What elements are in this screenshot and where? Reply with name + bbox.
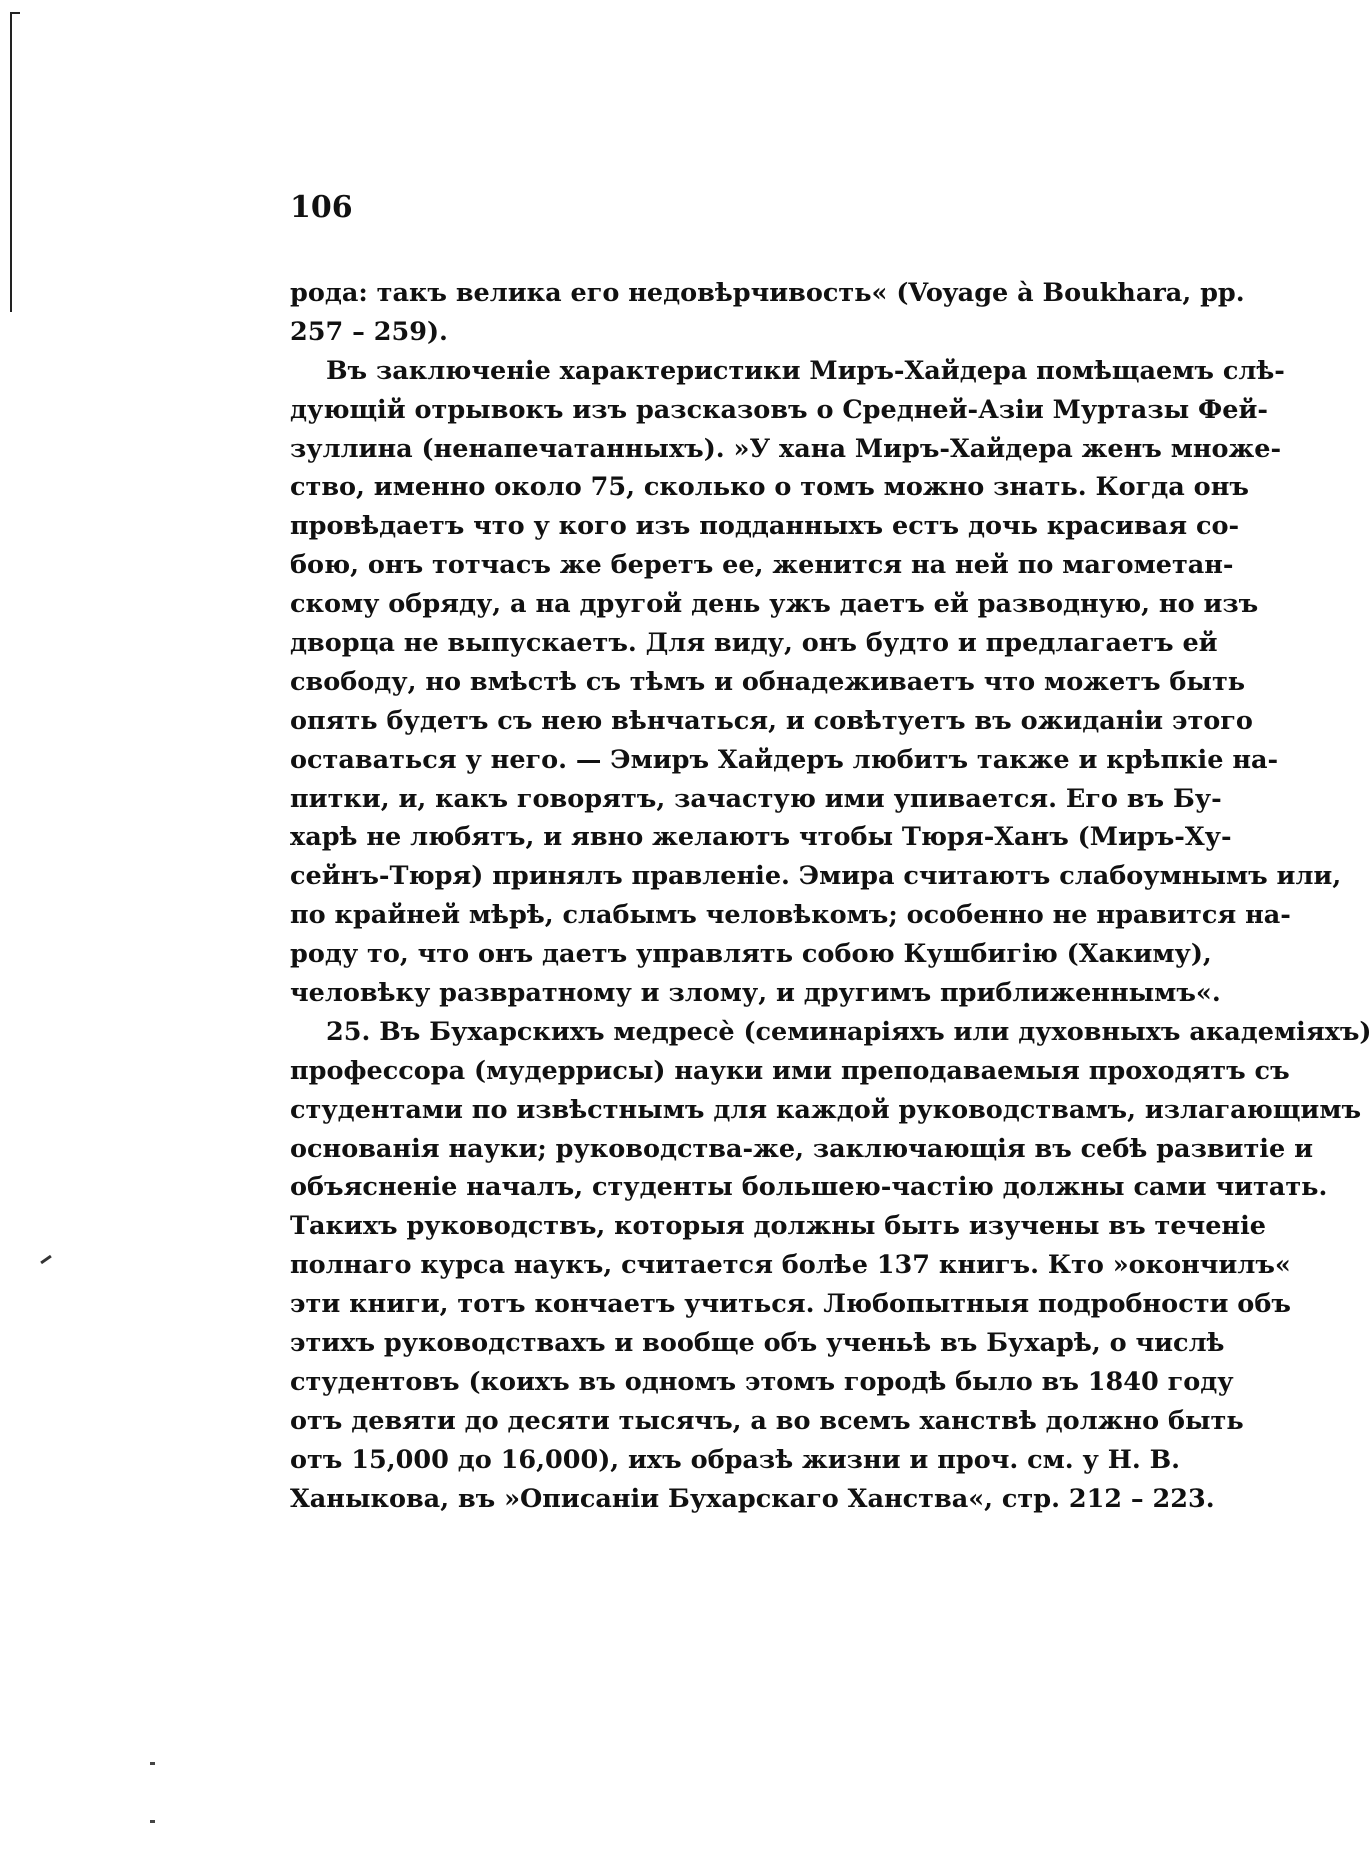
page-edge-corner	[10, 12, 20, 14]
text-line: питки, и, какъ говорятъ, зачастую ими упивается. Его въ Бу-	[290, 783, 1222, 814]
text-line: Въ заключеніе характеристики Миръ-Хайдера помѣщаемъ слѣ-	[326, 355, 1285, 386]
text-line: провѣдаетъ что у кого изъ подданныхъ естъ дочь красивая со-	[290, 511, 1240, 542]
page-edge-line	[10, 12, 12, 312]
text-line: студентовъ (коихъ въ одномъ этомъ городѣ было въ 1840 году	[290, 1366, 1234, 1397]
text-line: по крайней мѣрѣ, слабымъ человѣкомъ; особенно не нравится на-	[290, 900, 1291, 931]
body-text	[290, 274, 1372, 1519]
text-line: 25. Въ Бухарскихъ медресѐ (семинаріяхъ или духовныхъ академіяхъ)	[326, 1016, 1372, 1047]
text-line: харѣ не любятъ, и явно желаютъ чтобы Тюря-Ханъ (Миръ-Ху-	[290, 822, 1232, 853]
page-number: 106	[290, 190, 353, 225]
text-line: студентами по извѣстнымъ для каждой руководствамъ, излагающимъ	[290, 1094, 1362, 1125]
text-line: профессора (мудеррисы) науки ими преподаваемыя проходятъ съ	[290, 1055, 1290, 1086]
text-line: ство, именно около 75, сколько о томъ можно знать. Когда онъ	[290, 472, 1249, 503]
text-line: человѣку развратному и злому, и другимъ приближеннымъ«.	[290, 978, 1221, 1009]
text-line: эти книги, тотъ кончаетъ учиться. Любопытныя подробности объ	[290, 1289, 1291, 1320]
text-line: этихъ руководствахъ и вообще объ ученьѣ въ Бухарѣ, о числѣ	[290, 1328, 1225, 1359]
text-line: роду то, что онъ даетъ управлять собою Кушбигію (Хакиму),	[290, 939, 1212, 970]
text-line: полнаго курса наукъ, считается болѣе 137 книгъ. Кто »окончилъ«	[290, 1250, 1291, 1281]
text-line: оставаться у него. — Эмиръ Хайдеръ любитъ также и крѣпкіе на-	[290, 744, 1279, 775]
text-line: сейнъ-Тюря) принялъ правленіе. Эмира считаютъ слабоумнымъ или,	[290, 861, 1342, 892]
scan-speck	[150, 1762, 155, 1765]
text-line: бою, онъ тотчасъ же беретъ ее, женится на ней по магометан-	[290, 550, 1234, 581]
text-line: отъ девяти до десяти тысячъ, а во всемъ ханствѣ должно быть	[290, 1405, 1244, 1436]
text-line: 257 – 259).	[290, 316, 448, 347]
text-line: дворца не выпускаетъ. Для виду, онъ будто и предлагаетъ ей	[290, 628, 1218, 659]
margin-mark	[40, 1255, 52, 1264]
text-line: свободу, но вмѣстѣ съ тѣмъ и обнадеживаетъ что можетъ быть	[290, 666, 1246, 697]
scan-speck	[150, 1820, 155, 1823]
text-line: основанія науки; руководства-же, заключающія въ себѣ развитіе и	[290, 1133, 1313, 1164]
text-line: зуллина (ненапечатанныхъ). »У хана Миръ-Хайдера женъ множе-	[290, 433, 1282, 464]
text-line: объясненіе началъ, студенты большею-частію должны сами читать.	[290, 1172, 1328, 1203]
text-line: отъ 15,000 до 16,000), ихъ образѣ жизни и проч. см. у Н. В.	[290, 1444, 1181, 1475]
text-line: скому обряду, а на другой день ужъ даетъ ей разводную, но изъ	[290, 589, 1259, 620]
text-line: Такихъ руководствъ, которыя должны быть изучены въ теченіе	[290, 1211, 1267, 1242]
text-line: Ханыкова, въ »Описаніи Бухарскаго Ханства«, стр. 212 – 223.	[290, 1483, 1215, 1514]
text-line: дующій отрывокъ изъ разсказовъ о Средней-Азіи Муртазы Фей-	[290, 394, 1268, 425]
text-line: рода: такъ велика его недовѣрчивость« (Voyage à Boukhara, pp.	[290, 278, 1245, 308]
text-line: опять будетъ съ нею вѣнчаться, и совѣтуетъ въ ожиданіи этого	[290, 705, 1253, 736]
